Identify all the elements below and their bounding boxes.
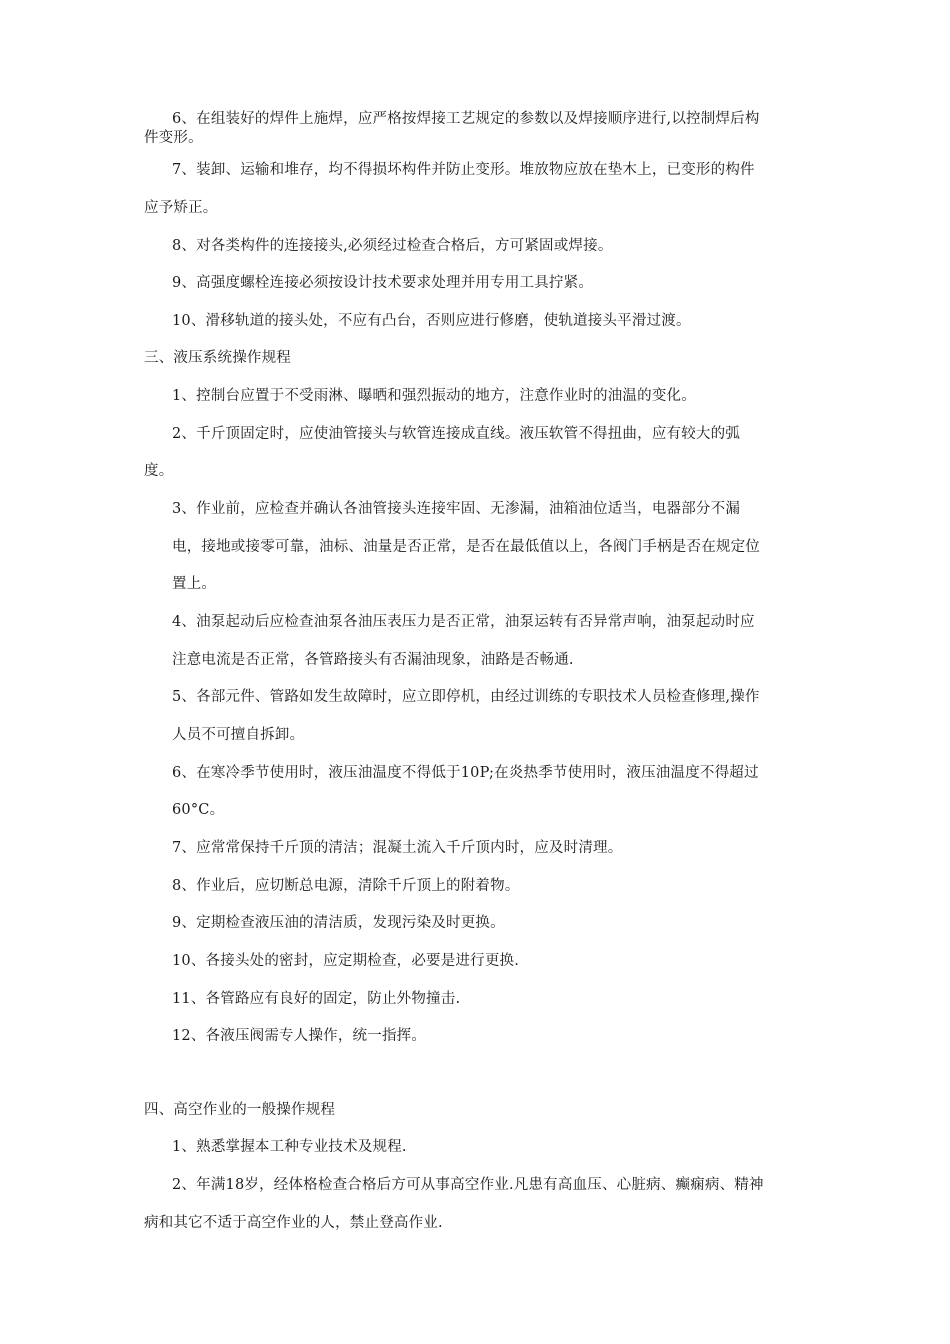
paragraph-line: 件变形。: [144, 130, 203, 146]
paragraph-line: 7、装卸、运输和堆存，均不得损坏构件并防止变形。堆放物应放在垫木上，已变形的构件: [172, 162, 755, 178]
section-heading: 四、高空作业的一般操作规程: [144, 1102, 336, 1118]
paragraph-line: 3、作业前，应检查并确认各油管接头连接牢固、无渗漏，油箱油位适当，电器部分不漏: [172, 501, 741, 517]
paragraph-line: 8、对各类构件的连接接头,必须经过检查合格后，方可紧固或焊接。: [172, 238, 613, 254]
paragraph-line: 6、在寒冷季节使用时，液压油温度不得低于10P;在炎热季节使用时，液压油温度不得超过: [172, 765, 759, 781]
paragraph-line: 1、控制台应置于不受雨淋、曝晒和强烈振动的地方，注意作业时的油温的变化。: [172, 388, 696, 404]
paragraph-line: 度。: [144, 463, 174, 479]
paragraph-line: 5、各部元件、管路如发生故障时，应立即停机，由经过训练的专职技术人员检查修理,操作: [172, 689, 760, 705]
paragraph-line: 10、各接头处的密封，应定期检查，必要是进行更换.: [172, 953, 520, 969]
paragraph-line: 注意电流是否正常，各管路接头有否漏油现象，油路是否畅通.: [172, 652, 574, 668]
paragraph-line: 60°C。: [172, 802, 225, 818]
paragraph-line: 病和其它不适于高空作业的人，禁止登高作业.: [144, 1215, 443, 1231]
paragraph-line: 2、年满18岁，经体格检查合格后方可从事高空作业.凡患有高血压、心脏病、癫痫病、精神: [172, 1177, 764, 1193]
paragraph-line: 11、各管路应有良好的固定，防止外物撞击.: [172, 991, 461, 1007]
paragraph-line: 9、高强度螺栓连接必须按设计技术要求处理并用专用工具拧紧。: [172, 275, 594, 291]
section-heading: 三、液压系统操作规程: [144, 350, 291, 366]
paragraph-line: 9、定期检查液压油的清洁质，发现污染及时更换。: [172, 915, 505, 931]
paragraph-line: 4、油泵起动后应检查油泵各油压表压力是否正常，油泵运转有否异常声响，油泵起动时应: [172, 614, 755, 630]
paragraph-line: 7、应常常保持千斤顶的清洁；混凝土流入千斤顶内时，应及时清理。: [172, 840, 623, 856]
paragraph-line: 2、千斤顶固定时，应使油管接头与软管连接成直线。液压软管不得扭曲，应有较大的弧: [172, 426, 741, 442]
paragraph-line: 12、各液压阀需专人操作，统一指挥。: [172, 1028, 427, 1044]
paragraph-line: 应予矫正。: [144, 200, 218, 216]
paragraph-line: 人员不可擅自拆卸。: [172, 727, 305, 743]
paragraph-line: 置上。: [172, 576, 217, 592]
paragraph-line: 6、在组装好的焊件上施焊，应严格按焊接工艺规定的参数以及焊接顺序进行,以控制焊后构: [172, 111, 760, 127]
paragraph-line: 电，接地或接零可靠，油标、油量是否正常，是否在最低值以上，各阀门手柄是否在规定位: [172, 539, 760, 555]
paragraph-line: 1、熟悉掌握本工种专业技术及规程.: [172, 1139, 407, 1155]
paragraph-line: 10、滑移轨道的接头处，不应有凸台，否则应进行修磨，使轨道接头平滑过渡。: [172, 313, 691, 329]
paragraph-line: 8、作业后，应切断总电源，清除千斤顶上的附着物。: [172, 878, 520, 894]
